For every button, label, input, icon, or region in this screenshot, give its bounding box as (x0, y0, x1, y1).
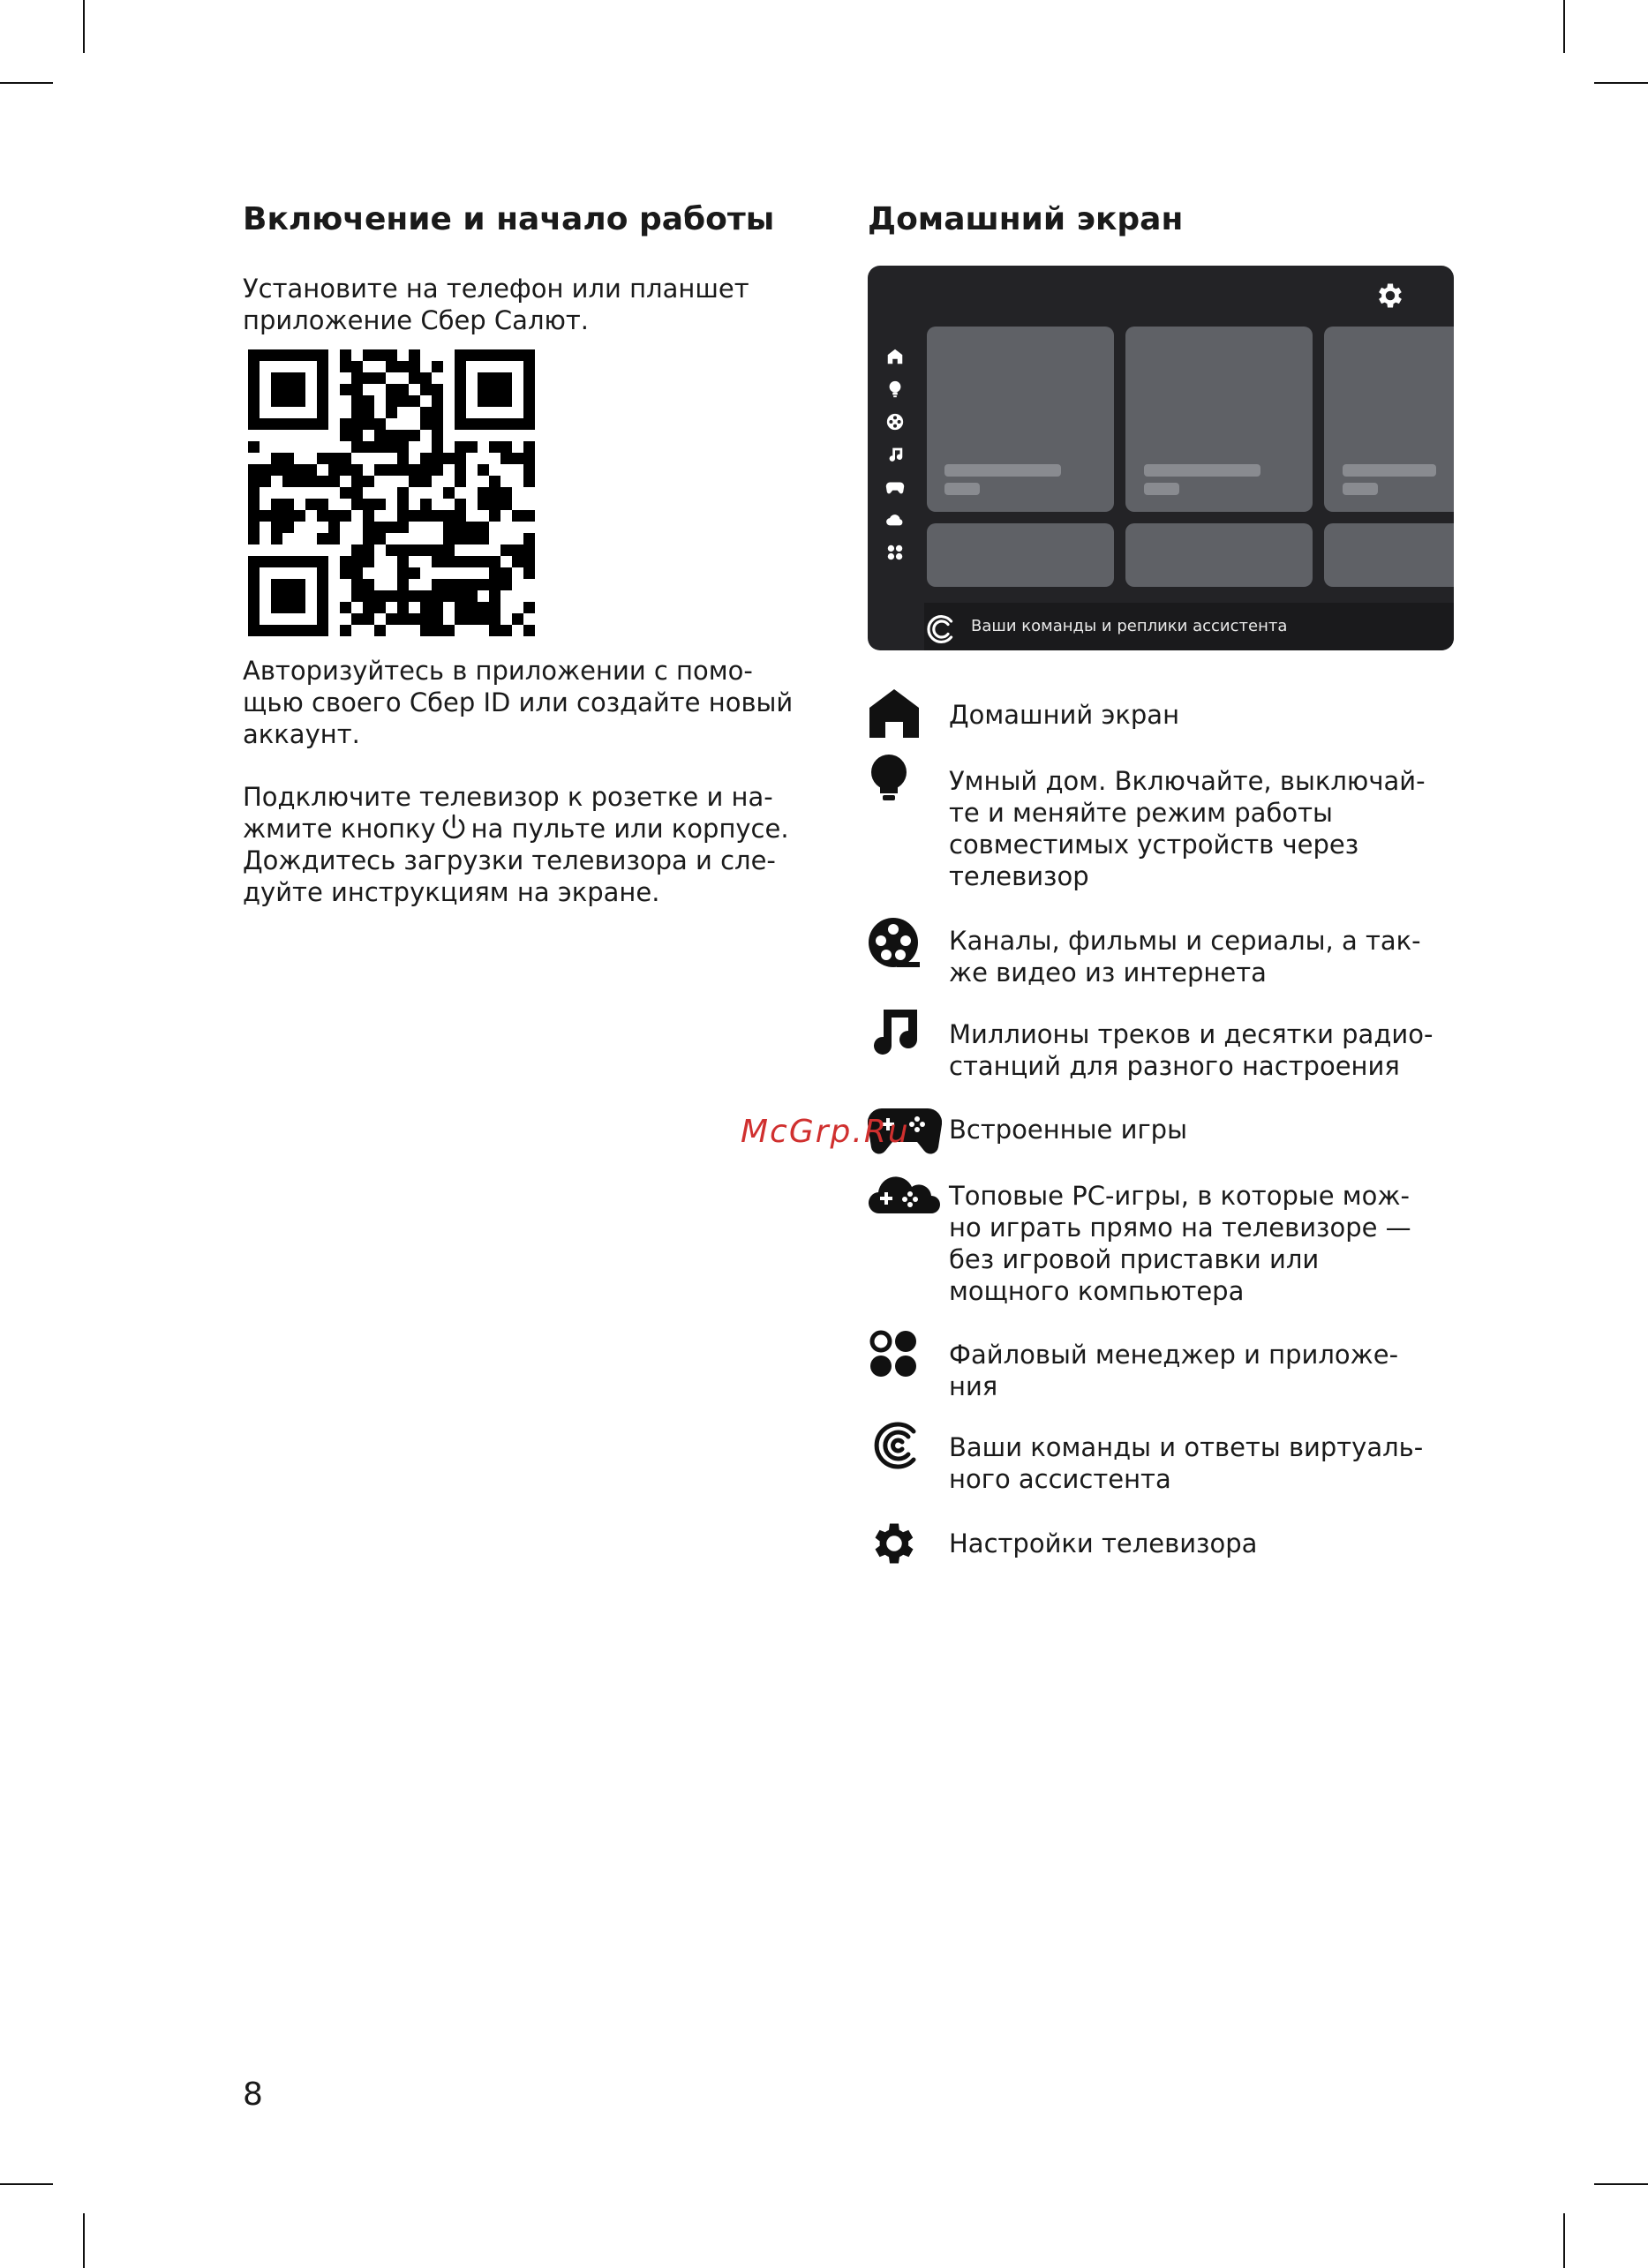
watermark: McGrp.Ru (741, 1114, 910, 1150)
legend-text: Домашний экран (949, 700, 1180, 730)
film-reel-icon[interactable] (885, 412, 905, 432)
bulb-icon[interactable] (885, 379, 905, 399)
card-subtitle-placeholder (944, 483, 980, 495)
assistant-bar (924, 603, 1454, 650)
tv-sidebar (885, 347, 908, 575)
crop-mark (0, 82, 53, 84)
section-heading-home-screen: Домашний экран (868, 201, 1184, 237)
crop-mark (0, 2183, 53, 2185)
home-icon[interactable] (885, 347, 905, 366)
apps-grid-icon (868, 1328, 921, 1381)
crop-mark (83, 2213, 85, 2268)
legend-text: Настройки телевизора (949, 1528, 1258, 1558)
bulb-icon (868, 753, 921, 806)
home-icon (868, 687, 921, 740)
crop-mark (1563, 2213, 1565, 2268)
music-note-icon[interactable] (885, 445, 905, 464)
qr-code[interactable] (248, 349, 535, 636)
gear-icon[interactable] (1374, 280, 1406, 312)
legend-text: Умный дом. Включайте, выключай- те и меняйте режим работы совместимых устройств через телевизор (949, 766, 1426, 891)
content-card-small[interactable] (1125, 523, 1313, 587)
auth-text: Авторизуйтесь в приложении с помо- щью своего Сбер ID или создайте новый аккаунт. (243, 656, 794, 749)
power-icon (439, 813, 469, 843)
section-heading-setup: Включение и начало работы (243, 201, 775, 237)
card-title-placeholder (944, 464, 1061, 477)
page-number: 8 (243, 2076, 263, 2113)
cloud-gamepad-icon (868, 1168, 942, 1220)
card-title-placeholder (1144, 464, 1260, 477)
legend-text: Топовые PC-игры, в которые мож- но играть прямо на телевизоре — без игровой приставки или мощного компьютера (949, 1181, 1411, 1306)
connect-text (243, 781, 789, 908)
crop-mark (83, 0, 85, 53)
crop-mark (1594, 82, 1648, 84)
connect-text-part2: на пульте или корпусе. Дождитесь загрузки телевизора и сле- дуйте инструкциям на экране. (243, 814, 789, 907)
crop-mark (1563, 0, 1565, 53)
content-card-small[interactable] (927, 523, 1114, 587)
tv-home-screen-mockup (868, 266, 1454, 650)
apps-grid-icon[interactable] (885, 543, 905, 562)
legend-text: Встроенные игры (949, 1115, 1187, 1145)
legend-text: Миллионы треков и десятки радио- станций для разного настроения (949, 1019, 1434, 1081)
cloud-gamepad-icon[interactable] (885, 510, 905, 529)
connect-text-part1: Подключите телевизор к розетке и на- жмите кнопку (243, 782, 773, 844)
card-subtitle-placeholder (1144, 483, 1179, 495)
assistant-icon[interactable] (924, 613, 956, 645)
card-title-placeholder (1343, 464, 1436, 477)
legend-text: Файловый менеджер и приложе- ния (949, 1340, 1399, 1401)
legend-text: Ваши команды и ответы виртуаль- ного ассистента (949, 1432, 1424, 1494)
gamepad-icon[interactable] (885, 477, 905, 497)
music-note-icon (868, 1006, 921, 1059)
assistant-bar-text: Ваши команды и реплики ассистента (971, 617, 1288, 635)
crop-mark (1594, 2183, 1648, 2185)
film-reel-icon (868, 916, 921, 969)
assistant-icon (868, 1419, 921, 1472)
gear-icon (868, 1517, 921, 1570)
legend-text: Каналы, фильмы и сериалы, а так- же видео из интернета (949, 926, 1421, 988)
card-subtitle-placeholder (1343, 483, 1378, 495)
content-card-small[interactable] (1324, 523, 1454, 587)
install-app-text: Установите на телефон или планшет приложение Сбер Салют. (243, 274, 749, 335)
